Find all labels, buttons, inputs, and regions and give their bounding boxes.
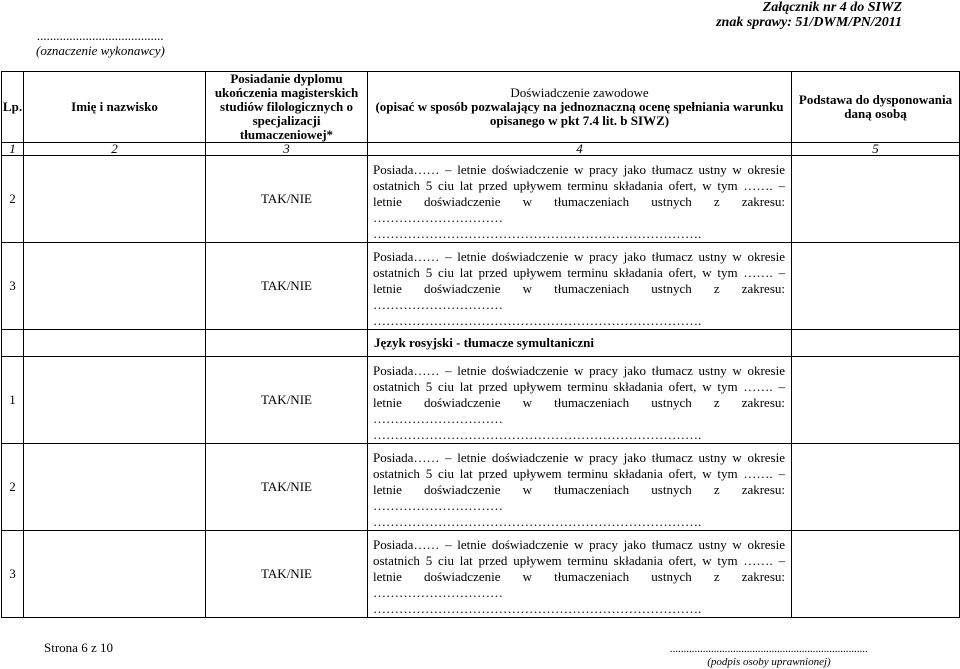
col-number: 1 <box>2 143 24 156</box>
header-lp: Lp. <box>2 72 24 143</box>
header-diploma: Posiadanie dyplomu ukończenia magisterskich studiów filologicznych o specjalizacji tłumaczeniowej* <box>206 72 368 143</box>
attachment-label: Załącznik nr 4 do SIWZ <box>762 0 902 15</box>
contractor-label: (oznaczenie wykonawcy) <box>36 43 165 58</box>
experience-text: Posiada…… – letnie doświadczenie w pracy jako tłumacz ustny w okresie ostatnich 5 ciu lat przed upływem terminu składania ofert, w tym ……. – letnie doświadczenie w tłumaczeniach ustnych z zakresu: ………………………… <box>373 249 785 312</box>
table-row <box>2 243 960 330</box>
row-basis-cell[interactable] <box>792 357 960 444</box>
experience-dots: …………………………………………………………………. <box>373 601 702 616</box>
contractor-block <box>36 28 165 58</box>
section-blank <box>2 330 24 357</box>
page-number: Strona 6 z 10 <box>44 640 113 655</box>
row-name-cell[interactable] <box>24 531 206 618</box>
row-basis-cell[interactable] <box>792 531 960 618</box>
row-lp: 2 <box>2 156 24 243</box>
column-number-row <box>2 143 960 156</box>
row-name-cell[interactable] <box>24 156 206 243</box>
experience-text: Posiada…… – letnie doświadczenie w pracy jako tłumacz ustny w okresie ostatnich 5 ciu lat przed upływem terminu składania ofert, w tym ……. – letnie doświadczenie w tłumaczeniach ustnych z zakresu: ………………………… <box>373 537 785 600</box>
table-row <box>2 156 960 243</box>
contractor-dots: ....................................... <box>37 28 164 43</box>
section-blank <box>792 330 960 357</box>
row-basis-cell[interactable] <box>792 243 960 330</box>
col-number: 3 <box>206 143 368 156</box>
row-lp: 1 <box>2 357 24 444</box>
header-experience-note: (opisać w sposób pozwalający na jednoznaczną ocenę spełniania warunku opisanego w pkt 7.4 lit. b SIWZ) <box>375 99 784 128</box>
col-number: 2 <box>24 143 206 156</box>
row-experience-cell[interactable] <box>368 243 792 330</box>
row-name-cell[interactable] <box>24 357 206 444</box>
section-label: Język rosyjski - tłumacze symultaniczni <box>368 330 792 357</box>
experience-dots: …………………………………………………………………. <box>373 514 702 529</box>
row-diploma-choice[interactable]: TAK/NIE <box>206 357 368 444</box>
table-row <box>2 357 960 444</box>
row-experience-cell[interactable] <box>368 531 792 618</box>
case-number: znak sprawy: 51/DWM/PN/2011 <box>716 15 902 30</box>
row-lp: 3 <box>2 531 24 618</box>
row-diploma-choice[interactable]: TAK/NIE <box>206 531 368 618</box>
header-name: Imię i nazwisko <box>24 72 206 143</box>
experience-text: Posiada…… – letnie doświadczenie w pracy jako tłumacz ustny w okresie ostatnich 5 ciu lat przed upływem terminu składania ofert, w tym ……. – letnie doświadczenie w tłumaczeniach ustnych z zakresu: ………………………… <box>373 162 785 225</box>
row-basis-cell[interactable] <box>792 444 960 531</box>
row-lp: 2 <box>2 444 24 531</box>
experience-dots: …………………………………………………………………. <box>373 313 702 328</box>
row-name-cell[interactable] <box>24 243 206 330</box>
row-diploma-choice[interactable]: TAK/NIE <box>206 243 368 330</box>
section-blank <box>206 330 368 357</box>
signature-dots: ........................................................................ <box>670 643 868 655</box>
header-experience-title: Doświadczenie zawodowe <box>510 85 649 100</box>
col-number: 4 <box>368 143 792 156</box>
signature-label: (podpis osoby uprawnionej) <box>707 656 831 668</box>
experience-text: Posiada…… – letnie doświadczenie w pracy jako tłumacz ustny w okresie ostatnich 5 ciu lat przed upływem terminu składania ofert, w tym ……. – letnie doświadczenie w tłumaczeniach ustnych z zakresu: ………………………… <box>373 450 785 513</box>
table-row <box>2 444 960 531</box>
experience-text: Posiada…… – letnie doświadczenie w pracy jako tłumacz ustny w okresie ostatnich 5 ciu lat przed upływem terminu składania ofert, w tym ……. – letnie doświadczenie w tłumaczeniach ustnych z zakresu: ………………………… <box>373 363 785 426</box>
document-header-right <box>716 0 902 30</box>
row-lp: 3 <box>2 243 24 330</box>
row-experience-cell[interactable] <box>368 357 792 444</box>
col-number: 5 <box>792 143 960 156</box>
header-basis: Podstawa do dysponowania daną osobą <box>792 72 960 143</box>
table-row <box>2 531 960 618</box>
row-basis-cell[interactable] <box>792 156 960 243</box>
experience-dots: …………………………………………………………………. <box>373 226 702 241</box>
section-blank <box>24 330 206 357</box>
row-experience-cell[interactable] <box>368 156 792 243</box>
personnel-table <box>1 71 960 618</box>
row-diploma-choice[interactable]: TAK/NIE <box>206 444 368 531</box>
header-experience <box>368 72 792 143</box>
signature-block <box>670 643 868 669</box>
row-name-cell[interactable] <box>24 444 206 531</box>
row-experience-cell[interactable] <box>368 444 792 531</box>
table-header-row <box>2 72 960 143</box>
experience-dots: …………………………………………………………………. <box>373 427 702 442</box>
section-row <box>2 330 960 357</box>
row-diploma-choice[interactable]: TAK/NIE <box>206 156 368 243</box>
